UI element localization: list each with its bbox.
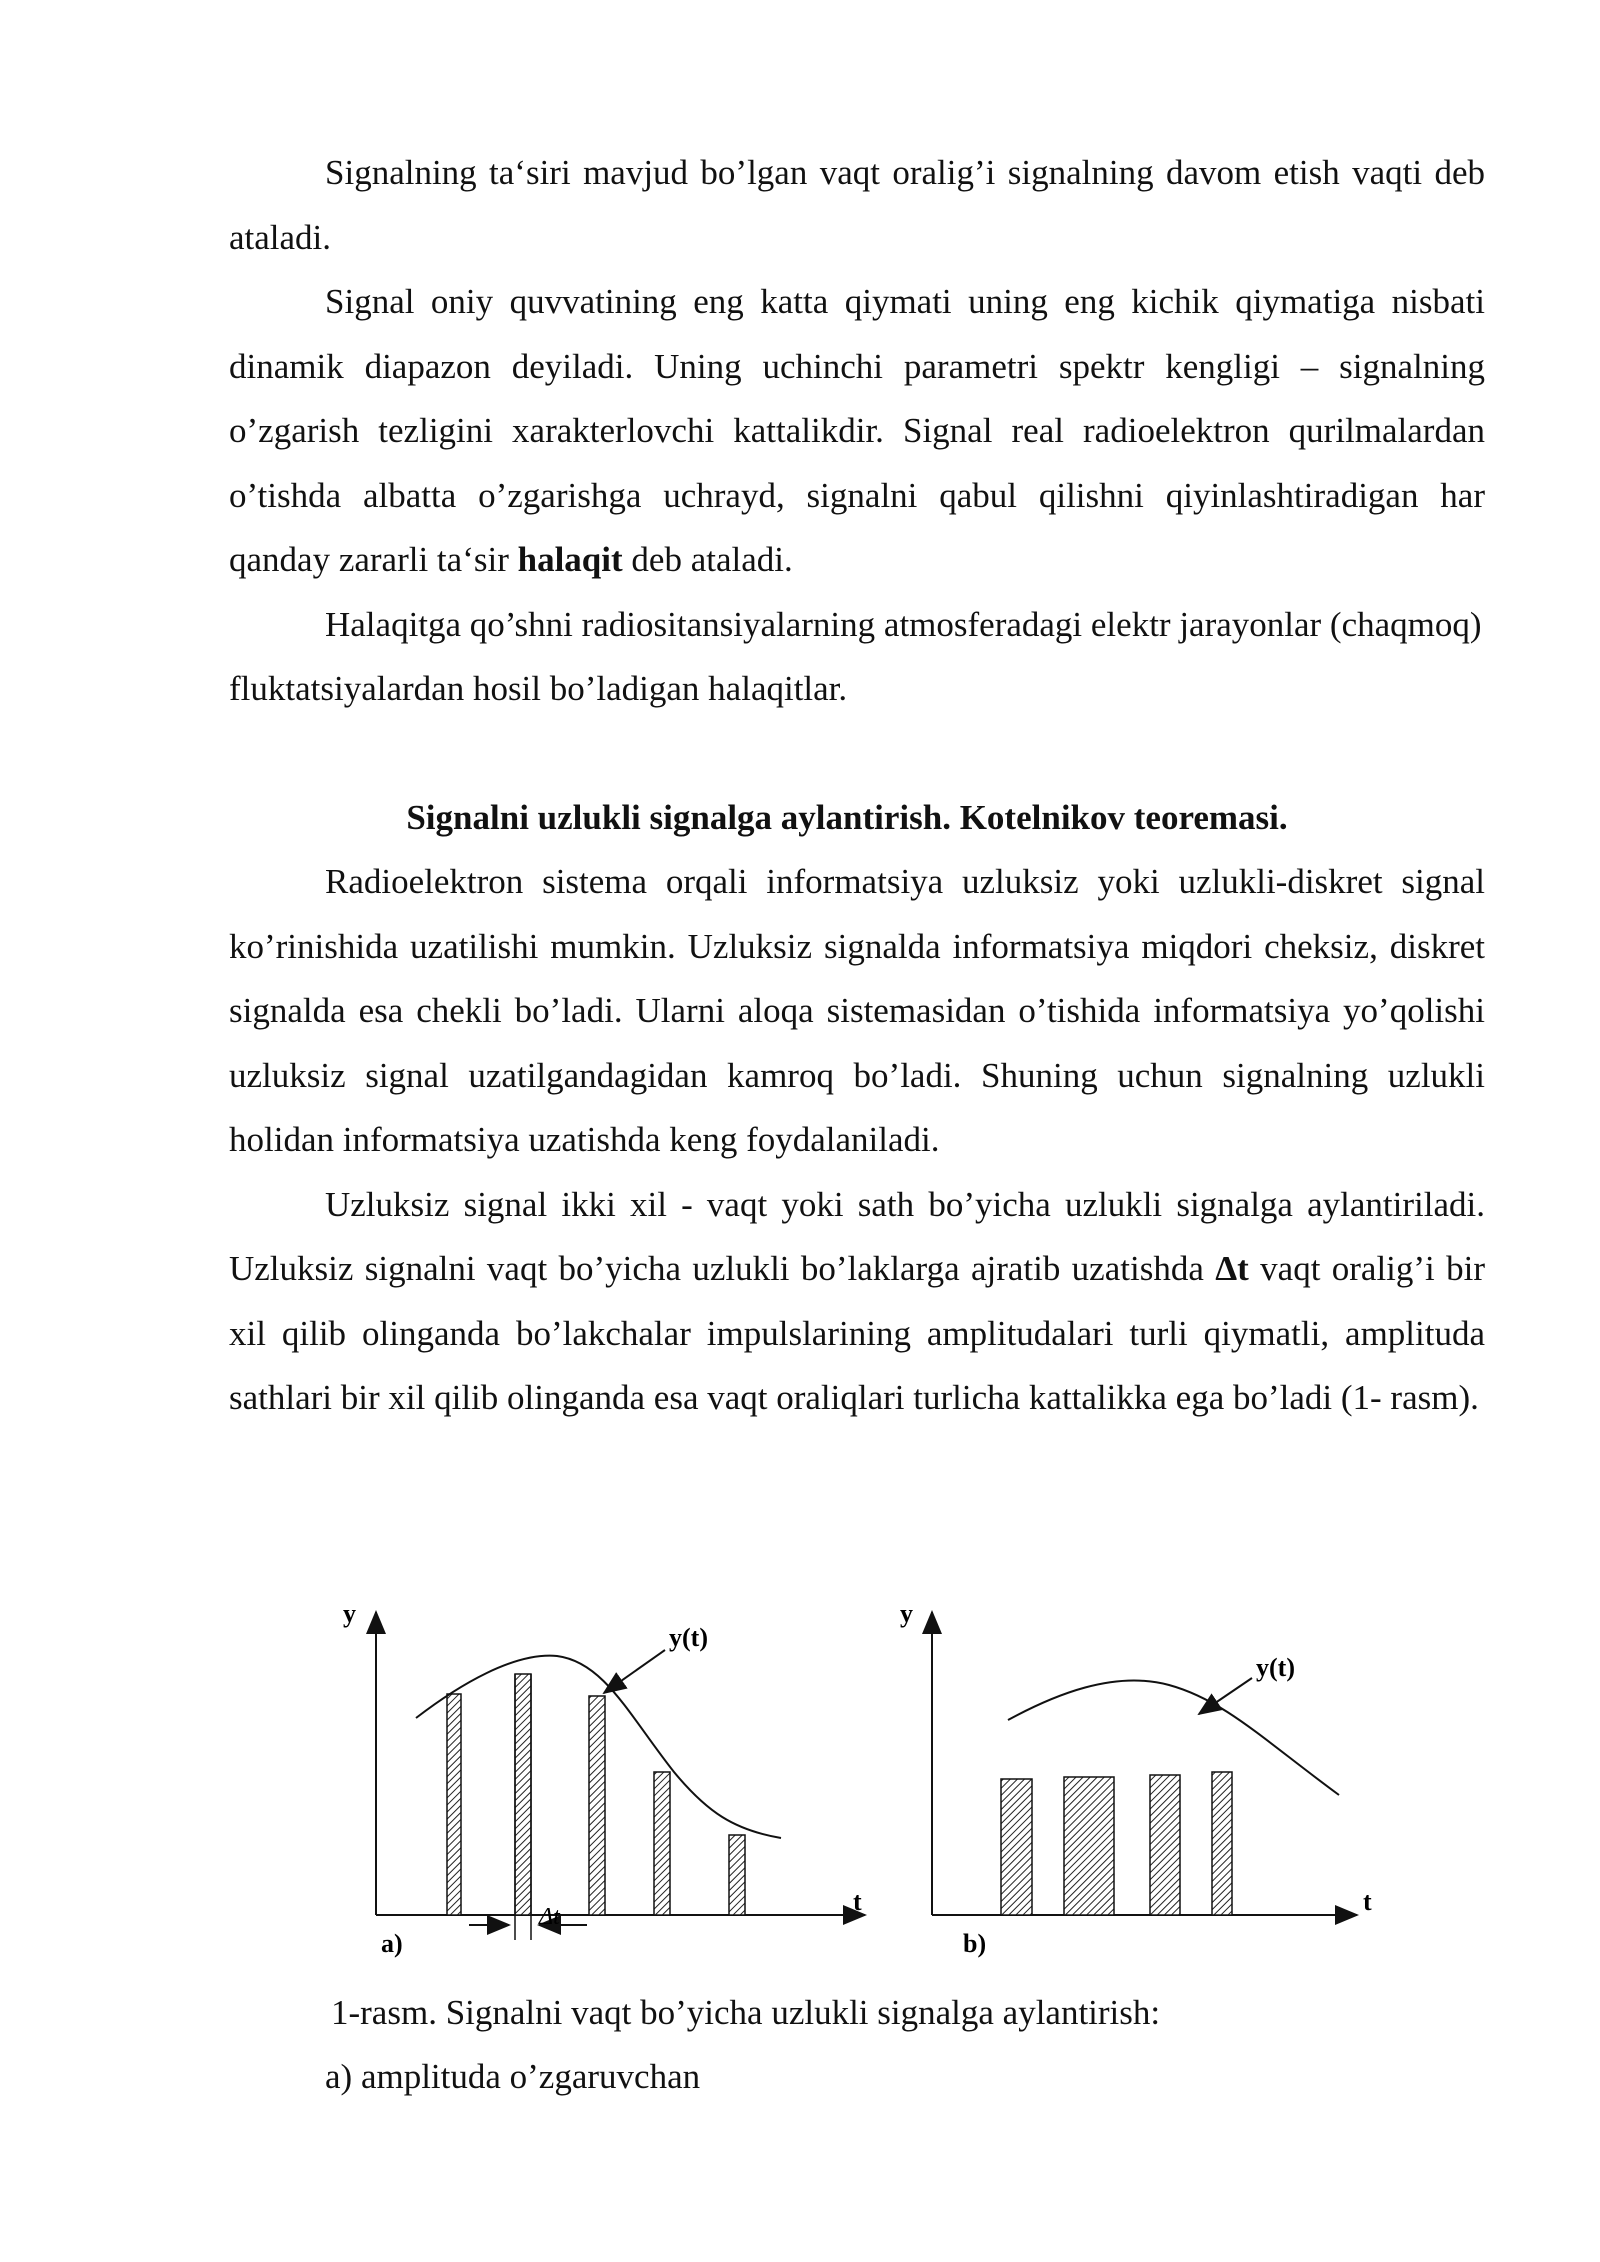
panel-b xyxy=(900,1599,1372,1958)
figure-sampling-diagram xyxy=(329,1590,1389,1980)
spacer xyxy=(229,722,1485,786)
panel-label: a) xyxy=(381,1929,403,1958)
sample-bar xyxy=(1212,1772,1232,1915)
paragraph-dynamic-range xyxy=(229,270,1485,593)
y-axis-label: y xyxy=(343,1599,356,1628)
panel-label: b) xyxy=(963,1929,987,1958)
panel-a xyxy=(343,1599,865,1958)
x-axis-label: t xyxy=(1363,1887,1372,1916)
bold-term-delta-t: Δt xyxy=(1215,1249,1249,1288)
paragraph-text: vaqt oralig’i bir xil qilib olinganda bo’lakchalar impulslarining amplitudalari turli qiymatli, amplituda sathlari bir xil qilib olinganda esa vaqt oraliqlari turlicha kattalikka ega bo’ladi (1- rasm). xyxy=(229,1249,1485,1417)
sample-bar xyxy=(1064,1777,1114,1915)
sample-bar xyxy=(515,1674,531,1915)
curve-label: y(t) xyxy=(1256,1653,1295,1682)
caption-line-2: a) amplituda o’zgaruvchan xyxy=(325,2057,701,2096)
x-axis-label: t xyxy=(853,1887,862,1916)
sample-bar xyxy=(654,1772,670,1915)
paragraph-text: Uzluksiz signal ikki xil - vaqt yoki sath bo’yicha uzlukli signalga aylantiriladi. Uzluksiz signalni vaqt bo’yicha uzlukli bo’laklarga ajratib uzatishda xyxy=(229,1184,1485,1288)
y-axis-label: y xyxy=(900,1599,913,1628)
body-text xyxy=(229,141,1485,1431)
caption-line-1: 1-rasm. Signalni vaqt bo’yicha uzlukli signalga aylantirish: xyxy=(331,1993,1161,2032)
sample-bar xyxy=(729,1835,745,1915)
sample-bar xyxy=(447,1694,461,1915)
paragraph-signal-duration: Signalning ta‘siri mavjud bo’lgan vaqt oralig’i signalning davom etish vaqti deb ataladi. xyxy=(229,153,1485,257)
delta-t-label: Δt xyxy=(539,1904,560,1930)
paragraph-sampling xyxy=(229,1173,1485,1431)
curve-pointer xyxy=(1199,1678,1252,1714)
section-heading: Signalni uzlukli signalga aylantirish. Kotelnikov teoremasi. xyxy=(406,797,1288,837)
curve-label: y(t) xyxy=(669,1623,708,1652)
paragraph-discrete-transmission: Radioelektron sistema orqali informatsiya uzluksiz yoki uzlukli-diskret signal ko’rinishida uzatilishi mumkin. Uzluksiz signalda informatsiya miqdori cheksiz, diskret signalda esa chekli bo’ladi. Ularni aloqa sistemasidan o’tishida informatsiya yo’qolishi uzluksiz signal uzatilgandagidan kamroq bo’ladi. Shuning uchun signalning uzlukli holidan informatsiya uzatishda keng foydalaniladi. xyxy=(229,862,1485,1159)
paragraph-text: Signal oniy quvvatining eng katta qiymati uning eng kichik qiymatiga nisbati dinamik diapazon deyiladi. Uning uchinchi parametri spektr kengligi – signalning o’zgarish tezligini xarakterlovchi kattalikdir. Signal real radioelektron qurilmalardan o’tishda albatta o’zgarishga uchrayd, signalni qabul qilishni qiyinlashtiradigan har qanday zararli ta‘sir xyxy=(229,282,1485,579)
paragraph-interference: Halaqitga qo’shni radiositansiyalarning atmosferadagi elektr jarayonlar (chaqmoq) fluktatsiyalardan hosil bo’ladigan halaqitlar. xyxy=(229,604,1482,708)
sample-bar xyxy=(589,1696,605,1915)
sample-bar xyxy=(1150,1775,1180,1915)
curve-pointer xyxy=(604,1650,665,1693)
figure-caption xyxy=(325,1981,1425,2109)
paragraph-text: deb ataladi. xyxy=(622,540,793,579)
sample-bar xyxy=(1001,1779,1032,1915)
bold-term-halaqit: halaqit xyxy=(517,540,623,579)
